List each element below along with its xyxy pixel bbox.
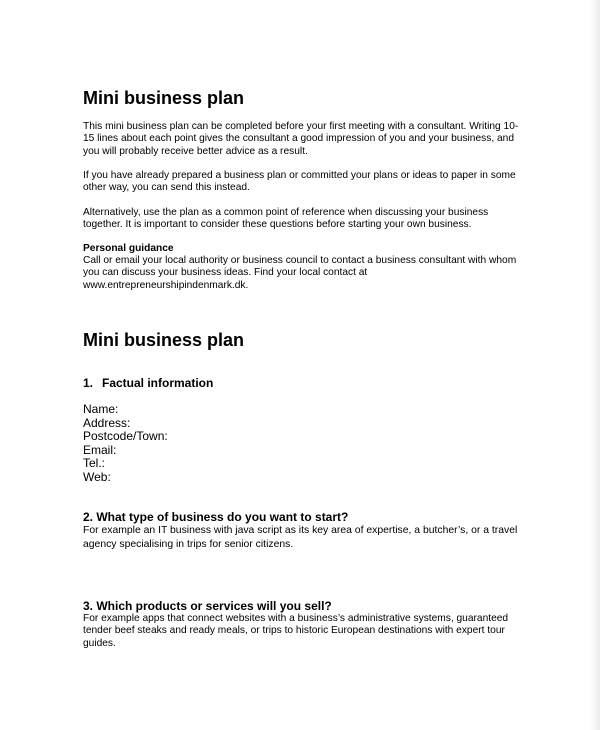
intro-paragraph-3: Alternatively, use the plan as a common point of reference when discussing your business together. It is important to consider these questions before starting your own business. <box>83 207 489 231</box>
section-3-heading: 3. Which products or services will you sell? <box>83 599 332 613</box>
document-title: Mini business plan <box>83 88 245 108</box>
personal-guidance-heading: Personal guidance <box>83 243 174 254</box>
intro-paragraph-1: This mini business plan can be completed before your first meeting with a consultant. Writing 10-15 lines about each point gives the consultant a good impression of you and your business, and you will probably receive better advice as a result. <box>83 121 519 157</box>
intro-paragraph-2: If you have already prepared a business plan or committed your plans or ideas to paper in some other way, you can send this instead. <box>83 170 516 194</box>
section-1-heading <box>83 376 213 390</box>
field-tel[interactable]: Tel.: <box>83 456 106 471</box>
section-2-text: For example an IT business with java script as its key area of expertise, a butcher’s, or a travel agency specialising in trips for senior citizens. <box>83 525 518 550</box>
field-name[interactable]: Name: <box>83 402 119 416</box>
field-address[interactable]: Address: <box>83 415 131 430</box>
field-postcode-town[interactable]: Postcode/Town: <box>83 429 168 444</box>
section-1-title: Factual information <box>102 376 214 390</box>
page-edge-shadow <box>590 0 600 730</box>
section-3-text: For example apps that connect websites with a business’s administrative systems, guaranteed tender beef steaks and ready meals, or trips to historic European destinations with expert tour guides. <box>83 613 509 649</box>
section-1-number: 1. <box>83 376 94 390</box>
plan-title: Mini business plan <box>83 330 245 350</box>
section-2-heading: 2. What type of business do you want to start? <box>83 510 349 524</box>
personal-guidance-text: Call or email your local authority or business council to contact a business consultant with whom you can discuss your business ideas. Find your local contact at www.entrepreneurshipindenmark.dk. <box>83 255 517 291</box>
field-email[interactable]: Email: <box>83 442 117 457</box>
factual-fields <box>83 403 168 485</box>
field-web[interactable]: Web: <box>83 469 111 484</box>
